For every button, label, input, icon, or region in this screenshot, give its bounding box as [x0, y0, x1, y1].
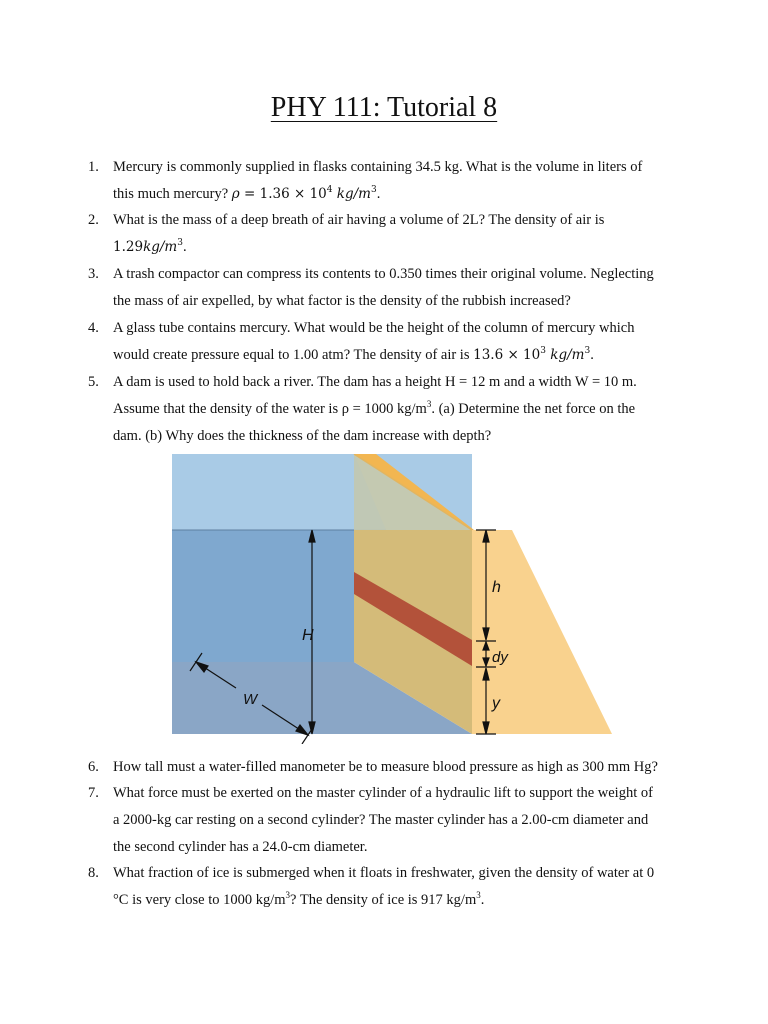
- question-number: 6.: [88, 759, 99, 775]
- label-H: H: [302, 627, 314, 644]
- question-text-line-3: dam. (b) Why does the thickness of the dam increase with depth?: [113, 428, 492, 444]
- question-text: What fraction of ice is submerged when it floats in freshwater, given the density of water at 0: [113, 865, 655, 881]
- label-y: y: [492, 695, 500, 712]
- question-number: 5.: [88, 374, 99, 390]
- question-number: 7.: [88, 785, 99, 801]
- question-text-line-2: the mass of air expelled, by what factor is the density of the rubbish increased?: [113, 293, 571, 309]
- label-W: W: [243, 691, 258, 708]
- label-dy: dy: [492, 649, 508, 666]
- question-number: 1.: [88, 159, 99, 175]
- question-number: 4.: [88, 320, 99, 336]
- question-text: What force must be exerted on the master cylinder of a hydraulic lift to support the weight of: [113, 785, 653, 801]
- question-number: 3.: [88, 266, 99, 282]
- question-text: A dam is used to hold back a river. The dam has a height H = 12 m and a width W = 10 m.: [113, 374, 637, 390]
- question-text-line-2: would create pressure equal to 1.00 atm? The density of air is $13.6 \times 10^3$ $kg/m^3$.: [113, 346, 594, 363]
- question-number: 8.: [88, 865, 99, 881]
- density-formula: $\rho = 1.36 \times 10^4$ $kg/m^3$: [231, 185, 377, 202]
- question-text-line-2: this much mercury? $\rho = 1.36 \times 10^4$ $kg/m^3$.: [113, 185, 381, 202]
- dam-diagram: [172, 454, 614, 744]
- question-text-line-2: °C is very close to 1000 $kg/m^3$? The density of ice is 917 $kg/m^3$.: [113, 890, 485, 908]
- page-title: PHY 111: Tutorial 8: [270, 92, 498, 123]
- question-text: How tall must a water-filled manometer be to measure blood pressure as high as 300 mm Hg?: [113, 759, 658, 775]
- question-text-line-2: a 2000-kg car resting on a second cylinder? The master cylinder has a 2.00-cm diameter and: [113, 812, 649, 828]
- density-formula: $1.29kg/m^3$: [113, 238, 183, 255]
- question-text-line-2: $1.29kg/m^3$.: [113, 238, 187, 255]
- label-h: h: [492, 579, 501, 596]
- question-text-line-2: Assume that the density of the water is ρ = 1000 $kg/m^3$. (a) Determine the net force on the: [113, 399, 636, 417]
- question-text: Mercury is commonly supplied in flasks containing 34.5 kg. What is the volume in liters of: [113, 159, 643, 175]
- question-number: 2.: [88, 212, 99, 228]
- question-text: A glass tube contains mercury. What would be the height of the column of mercury which: [113, 320, 635, 336]
- density-formula: $13.6 \times 10^3$ $kg/m^3$: [473, 346, 591, 363]
- question-text-line-3: the second cylinder has a 24.0-cm diameter.: [113, 839, 368, 855]
- question-text: A trash compactor can compress its contents to 0.350 times their original volume. Neglecting: [113, 266, 654, 282]
- question-text: What is the mass of a deep breath of air having a volume of 2L? The density of air is: [113, 212, 605, 228]
